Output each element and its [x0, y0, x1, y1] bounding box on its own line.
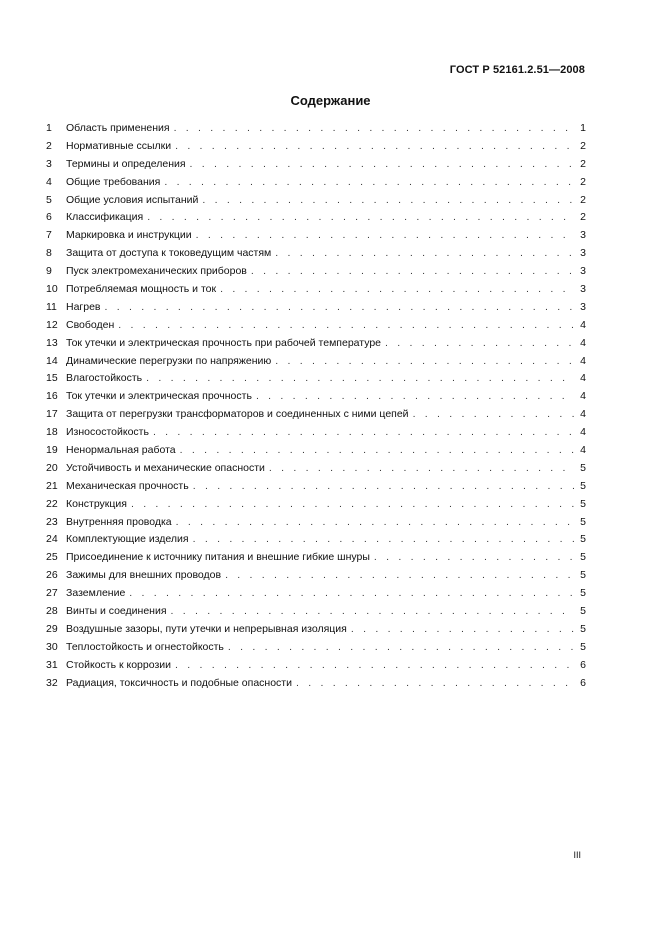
toc-entry-label: Комплектующие изделия [66, 533, 189, 546]
toc-entry-page: 3 [580, 247, 586, 260]
toc-entry-number: 17 [46, 408, 58, 421]
toc-dot-leader [374, 549, 574, 567]
toc-entry-label: Нормативные ссылки [66, 139, 172, 152]
toc-dot-leader [193, 478, 574, 496]
toc-entry-label: Защита от доступа к токоведущим частям [66, 247, 272, 260]
toc-entry-page: 5 [580, 515, 586, 528]
toc-entry[interactable] [46, 531, 586, 549]
toc-entry-number: 7 [46, 229, 52, 242]
toc-entry-number: 14 [46, 354, 58, 367]
toc-entry-page: 4 [580, 408, 586, 421]
page-number: III [573, 850, 581, 860]
toc-entry-number: 11 [46, 300, 57, 313]
toc-entry-label: Динамические перегрузки по напряжению [66, 354, 272, 367]
toc-entry[interactable] [46, 335, 586, 353]
toc-dot-leader [131, 496, 574, 514]
toc-entry-label: Ток утечки и электрическая прочность [66, 390, 252, 403]
toc-entry-page: 2 [580, 193, 586, 206]
toc-entry[interactable] [46, 245, 586, 263]
toc-dot-leader [171, 603, 574, 621]
toc-entry-number: 13 [46, 336, 58, 349]
toc-entry-number: 27 [46, 587, 58, 600]
toc-entry-label: Потребляемая мощность и ток [66, 283, 217, 296]
toc-dot-leader [256, 388, 574, 406]
toc-entry[interactable] [46, 514, 586, 532]
toc-entry-label: Маркировка и инструкции [66, 229, 192, 242]
toc-entry-number: 9 [46, 265, 52, 278]
toc-entry-label: Внутренняя проводка [66, 515, 172, 528]
toc-entry-page: 4 [580, 318, 586, 331]
toc-entry-number: 4 [46, 175, 52, 188]
toc-entry-label: Ненормальная работа [66, 444, 176, 457]
toc-dot-leader [193, 531, 574, 549]
toc-dot-leader [118, 317, 574, 335]
toc-entry-page: 3 [580, 265, 586, 278]
toc-entry-page: 5 [580, 551, 586, 564]
toc-entry-number: 18 [46, 426, 58, 439]
toc-entry[interactable] [46, 585, 586, 603]
toc-entry-number: 30 [46, 640, 58, 653]
toc-entry[interactable] [46, 138, 586, 156]
toc-entry[interactable] [46, 639, 586, 657]
toc-entry-label: Свободен [66, 318, 115, 331]
toc-entry-label: Заземление [66, 587, 126, 600]
toc-entry[interactable] [46, 675, 586, 693]
toc-dot-leader [174, 120, 574, 138]
toc-entry-label: Износостойкость [66, 426, 149, 439]
toc-entry-page: 5 [580, 479, 586, 492]
toc-dot-leader [146, 370, 574, 388]
toc-dot-leader [251, 263, 574, 281]
toc-entry-label: Пуск электромеханических приборов [66, 265, 247, 278]
toc-entry[interactable] [46, 388, 586, 406]
toc-dot-leader [351, 621, 574, 639]
toc-entry-label: Механическая прочность [66, 479, 189, 492]
toc-entry-number: 32 [46, 676, 58, 689]
toc-entry-number: 19 [46, 444, 58, 457]
toc-dot-leader [176, 514, 574, 532]
toc-entry-page: 5 [580, 587, 586, 600]
toc-dot-leader [413, 406, 574, 424]
toc-entry-label: Конструкция [66, 497, 127, 510]
toc-entry-page: 2 [580, 157, 586, 170]
toc-entry-label: Влагостойкость [66, 372, 143, 385]
toc-dot-leader [228, 639, 574, 657]
toc-entry[interactable] [46, 370, 586, 388]
toc-entry-label: Стойкость к коррозии [66, 658, 171, 671]
toc-entry[interactable] [46, 478, 586, 496]
toc-entry-page: 5 [580, 533, 586, 546]
toc-entry[interactable] [46, 120, 586, 138]
toc-entry[interactable] [46, 657, 586, 675]
toc-entry-number: 15 [46, 372, 58, 385]
toc-entry-number: 12 [46, 318, 58, 331]
toc-entry-number: 24 [46, 533, 58, 546]
toc-entry[interactable] [46, 299, 586, 317]
toc-entry[interactable] [46, 460, 586, 478]
toc-entry[interactable] [46, 406, 586, 424]
toc-entry-page: 2 [580, 211, 586, 224]
toc-entry-number: 3 [46, 157, 52, 170]
toc-dot-leader [269, 460, 574, 478]
toc-entry[interactable] [46, 442, 586, 460]
toc-dot-leader [196, 227, 574, 245]
toc-entry-page: 5 [580, 461, 586, 474]
toc-entry-number: 2 [46, 139, 52, 152]
toc-entry-number: 22 [46, 497, 58, 510]
toc-entry[interactable] [46, 209, 586, 227]
toc-entry-label: Общие требования [66, 175, 161, 188]
toc-entry[interactable] [46, 263, 586, 281]
toc-entry-number: 21 [46, 479, 58, 492]
toc-entry-page: 6 [580, 658, 586, 671]
toc-entry-page: 2 [580, 139, 586, 152]
toc-entry-page: 4 [580, 372, 586, 385]
toc-entry-label: Ток утечки и электрическая прочность при рабочей температуре [66, 336, 382, 349]
toc-dot-leader [385, 335, 574, 353]
toc-dot-leader [220, 281, 574, 299]
toc-dot-leader [147, 209, 574, 227]
toc-entry-number: 16 [46, 390, 58, 403]
document-code: ГОСТ Р 52161.2.51—2008 [449, 64, 585, 76]
toc-dot-leader [175, 657, 574, 675]
toc-entry[interactable] [46, 353, 586, 371]
toc-entry[interactable] [46, 174, 586, 192]
toc-dot-leader [180, 442, 574, 460]
toc-entry-number: 1 [46, 122, 52, 134]
toc-entry[interactable] [46, 496, 586, 514]
toc-entry[interactable] [46, 156, 586, 174]
toc-entry-label: Защита от перегрузки трансформаторов и соединенных с ними цепей [66, 408, 409, 421]
toc-dot-leader [175, 138, 574, 156]
toc-dot-leader [190, 156, 574, 174]
toc-entry-page: 4 [580, 390, 586, 403]
toc-entry-number: 6 [46, 211, 52, 224]
toc-entry-page: 3 [580, 283, 586, 296]
toc-entry-number: 25 [46, 551, 58, 564]
toc-entry[interactable] [46, 424, 586, 442]
toc-entry[interactable] [46, 567, 586, 585]
toc-entry-label: Радиация, токсичность и подобные опасности [66, 676, 292, 689]
toc-entry[interactable] [46, 549, 586, 567]
toc-dot-leader [129, 585, 574, 603]
toc-entry[interactable] [46, 621, 586, 639]
toc-entry-number: 10 [46, 283, 58, 296]
toc-dot-leader [153, 424, 574, 442]
toc-dot-leader [225, 567, 574, 585]
toc-dot-leader [275, 245, 574, 263]
toc-entry[interactable] [46, 192, 586, 210]
toc-entry[interactable] [46, 317, 586, 335]
toc-entry-label: Теплостойкость и огнестойкость [66, 640, 224, 653]
toc-entry-label: Присоединение к источнику питания и внешние гибкие шнуры [66, 551, 370, 564]
toc-entry-number: 29 [46, 622, 58, 635]
table-of-contents [46, 120, 586, 693]
toc-dot-leader [105, 299, 574, 317]
toc-entry[interactable] [46, 281, 586, 299]
toc-entry-page: 5 [580, 569, 586, 582]
toc-entry-page: 5 [580, 640, 586, 653]
toc-entry-number: 28 [46, 605, 58, 618]
toc-entry-number: 23 [46, 515, 58, 528]
toc-entry-label: Зажимы для внешних проводов [66, 569, 222, 582]
toc-entry-label: Нагрев [66, 300, 101, 313]
toc-entry-number: 31 [46, 658, 58, 671]
toc-dot-leader [296, 675, 574, 693]
toc-entry-label: Область применения [66, 122, 170, 134]
toc-entry-page: 4 [580, 354, 586, 367]
toc-entry-label: Винты и соединения [66, 605, 167, 618]
toc-dot-leader [202, 192, 574, 210]
toc-entry-number: 26 [46, 569, 58, 582]
toc-entry-page: 2 [580, 175, 586, 188]
toc-entry[interactable] [46, 227, 586, 245]
toc-entry-label: Общие условия испытаний [66, 193, 199, 206]
toc-entry[interactable] [46, 603, 586, 621]
toc-entry-page: 5 [580, 605, 586, 618]
toc-entry-number: 20 [46, 461, 58, 474]
toc-entry-number: 5 [46, 193, 52, 206]
toc-entry-label: Термины и определения [66, 157, 186, 170]
toc-entry-page: 1 [580, 122, 586, 134]
toc-dot-leader [275, 353, 574, 371]
toc-entry-label: Устойчивость и механические опасности [66, 461, 265, 474]
toc-entry-page: 5 [580, 497, 586, 510]
toc-dot-leader [164, 174, 574, 192]
toc-entry-label: Классификация [66, 211, 144, 224]
toc-entry-page: 3 [580, 229, 586, 242]
toc-entry-page: 5 [580, 622, 586, 635]
toc-entry-page: 6 [580, 676, 586, 689]
toc-entry-page: 4 [580, 336, 586, 349]
toc-entry-number: 8 [46, 247, 52, 260]
toc-entry-page: 4 [580, 426, 586, 439]
toc-entry-label: Воздушные зазоры, пути утечки и непрерывная изоляция [66, 622, 347, 635]
toc-entry-page: 3 [580, 300, 586, 313]
toc-entry-page: 4 [580, 444, 586, 457]
toc-title: Содержание [290, 93, 371, 108]
